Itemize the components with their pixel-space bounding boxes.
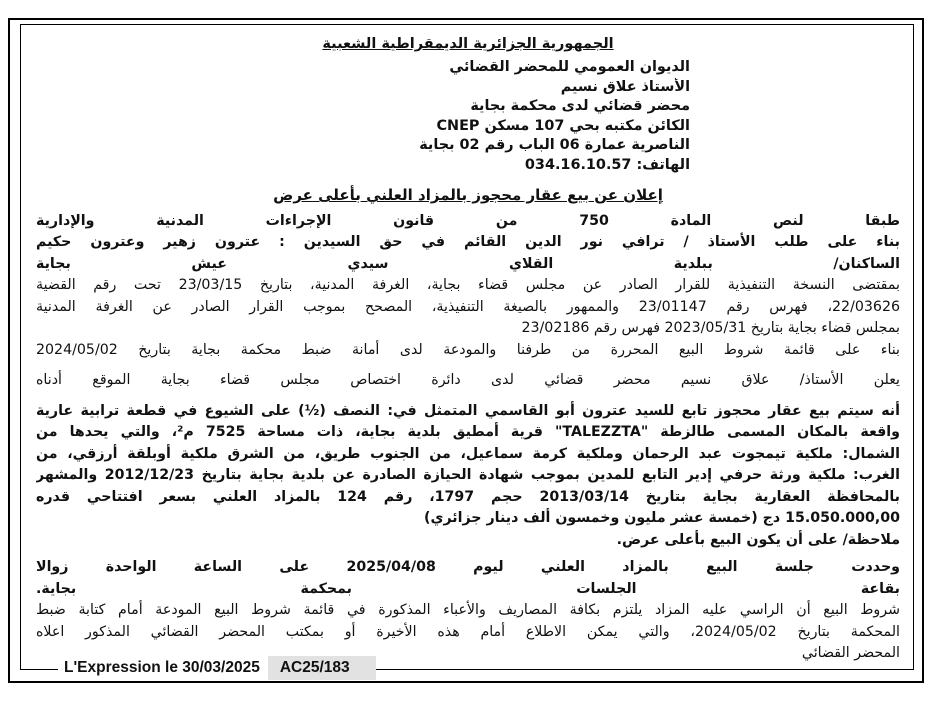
office-address: الكائن مكتبه بحي 107 مسكن CNEP bbox=[436, 117, 690, 134]
enforcement-paragraph bbox=[36, 275, 900, 361]
text-line: بناء على قائمة شروط البيع المحررة من طرفنا والمودعة لدى أمانة ضبط محكمة بجاية بتاريخ 2024/05/02 bbox=[36, 341, 900, 358]
republic-header: الجمهورية الجزائرية الديمقراطية الشعبية bbox=[322, 36, 614, 52]
text-line: الساكنان/ ببلدية القلاي سيدي عيش بجاية bbox=[36, 255, 900, 272]
opening-price-line: 15.050.000,00 دج (خمسة عشر مليون وخمسون ألف دينار جزائري) bbox=[423, 510, 900, 526]
office-building: الناصرية عمارة 06 الباب رقم 02 بجاية bbox=[419, 137, 690, 153]
text-line: بمقتضى النسخة التنفيذية للقرار الصادر عن مجلس قضاء بجاية، الغرفة المدنية، بتاريخ 23/03/15 تحت رقم القضية bbox=[36, 277, 900, 293]
text-line: بناء على طلب الأستاذ / ترافي نور الدين القائم في حق السيدين : عترون زهير وعترون حكيم bbox=[36, 234, 900, 250]
text-line: بقاعة الجلسات بمحكمة بجاية. bbox=[36, 580, 900, 597]
text-line: أنه سيتم بيع عقار محجوز تابع للسيد عترون أبو القاسمي المتمثل في: النصف (½) على الشيوع في قطعة ترابية عارية bbox=[36, 402, 900, 419]
publication-date: L'Expression le 30/03/2025 bbox=[64, 658, 260, 676]
bailiff-announces-paragraph bbox=[36, 370, 900, 392]
property-description-paragraph bbox=[36, 401, 900, 552]
text-line: واقعة بالمكان المسمى طالزطة "TALEZZTA" قرية أمطيق بلدية بجاية، ذات مساحة 7525 م²، والتي يحدها من bbox=[36, 424, 900, 440]
legal-basis-paragraph bbox=[36, 211, 900, 276]
text-line: شروط البيع أن الراسي عليه المزاد يلتزم بكافة المصاريف والأعباء المذكورة في قائمة شروط البيع المودعة أمام كتابة ضبط bbox=[36, 602, 900, 618]
text-line: بالمحافظة العقارية بجاية بتاريخ 2013/03/14 حجم 1797، رقم 124 بالمزاد العلني بسعر افتتاحي قدره bbox=[36, 488, 900, 505]
publication-footer bbox=[58, 654, 376, 681]
text-line: الشمال: ملكية تيمجوت عبد الرحمان وملكية كرمة سماعيل، من الجنوب طريق، من الشرق ملكية أوبلقة أرزقي، من bbox=[36, 445, 900, 462]
publication-reference: AC25/183 bbox=[268, 656, 376, 680]
bailiff-title: محضر قضائي لدى محكمة بجاية bbox=[470, 98, 690, 114]
text-line: يعلن الأستاذ/ علاق نسيم محضر قضائي لدى دائرة اختصاص مجلس قضاء بجاية الموقع أدناه bbox=[36, 372, 900, 388]
text-line: الغرب: ملكية ورثة حرفي إدير التابع للمدين بموجب شهادة الحيازة الصادرة عن بلدية بجاية بتاريخ 2012/12/23 والمشهر bbox=[36, 467, 900, 483]
note-line: ملاحظة/ على أن يكون البيع بأعلى عرض. bbox=[616, 531, 900, 548]
office-phone: الهاتف: 034.16.10.57 bbox=[524, 156, 690, 173]
bailiff-name: الأستاذ علاق نسيم bbox=[560, 78, 690, 95]
auction-session-paragraph bbox=[36, 557, 900, 600]
text-line: وحددت جلسة البيع بالمزاد العلني ليوم 2025/04/08 على الساعة الواحدة زوالا bbox=[36, 559, 900, 575]
bailiff-office-block bbox=[36, 58, 900, 175]
office-name: الديوان العمومي للمحضر القضائي bbox=[449, 59, 690, 75]
text-line: 22/03626، فهرس رقم 23/01147 والممهور بالصيغة التنفيذية، المصحح بموجب القرار الصادر عن الغرفة المدنية bbox=[36, 298, 900, 315]
announcement-document bbox=[36, 30, 900, 665]
text-line: المحكمة بتاريخ 2024/05/02، والتي يمكن الاطلاع أمام هذه الأخيرة أو بمكتب المحضر القضائي المذكور اعلاه bbox=[36, 623, 900, 640]
text-line: طبقا لنص المادة 750 من قانون الإجراءات المدنية والإدارية bbox=[36, 212, 900, 229]
announcement-title: إعلان عن بيع عقار محجوز بالمزاد العلني بأعلى عرض bbox=[273, 186, 663, 204]
text-line: بمجلس قضاء بجاية بتاريخ 2023/05/31 فهرس رقم 23/02186 bbox=[521, 320, 900, 336]
signature-line: المحضر القضائي bbox=[801, 645, 900, 661]
